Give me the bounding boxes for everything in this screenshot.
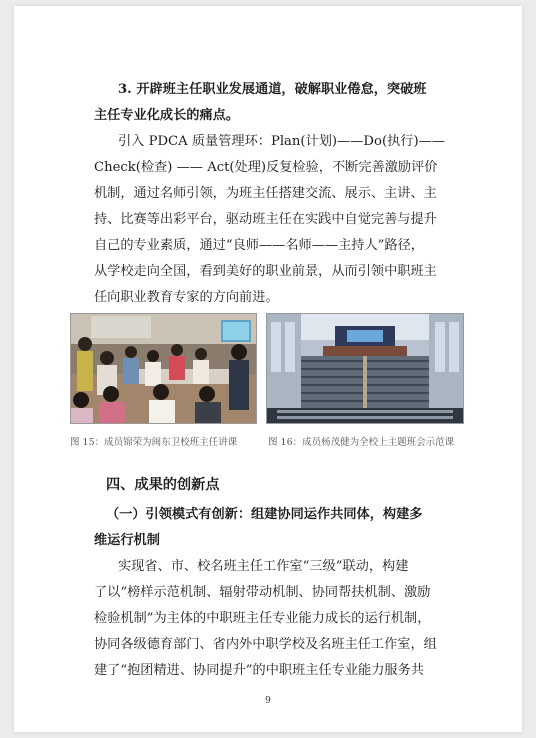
paragraph-line: 实现省、市、校名班主任工作室“三级”联动，构建	[118, 559, 409, 574]
paragraph-line: 机制，通过名师引领，为班主任搭建交流、展示、主讲、主	[94, 186, 437, 201]
subsection-1-heading-line-2: 维运行机制	[94, 533, 160, 548]
heading-3-line-1: 3. 开辟班主任职业发展通道，破解职业倦怠，突破班	[118, 82, 427, 97]
paragraph-line: 建了“抱团精进、协同提升”的中职班主任专业能力服务共	[94, 663, 424, 678]
page-number: 9	[265, 696, 271, 706]
figure-15-caption: 图 15：成员锦荣为闽东卫校班主任讲课	[70, 437, 238, 448]
paragraph-line: 持、比赛等出彩平台，驱动班主任在实践中自觉完善与提升	[94, 212, 437, 227]
document-page	[14, 6, 522, 732]
photo-auditorium-assembly	[266, 313, 464, 424]
heading-3-line-2: 主任专业化成长的痛点。	[94, 108, 240, 123]
paragraph-line: 协同各级德育部门、省内外中职学校及名班主任工作室，组	[94, 637, 437, 652]
photo-classroom-lecture	[70, 313, 257, 424]
paragraph-line: 引入 PDCA 质量管理环：Plan(计划)——Do(执行)——	[118, 134, 445, 149]
paragraph-line: 从学校走向全国，看到美好的职业前景，从而引领中职班主	[94, 264, 437, 279]
figure-16-caption: 图 16：成员杨茂健为全校上主题班会示范课	[268, 437, 455, 448]
paragraph-line: 任向职业教育专家的方向前进。	[94, 290, 279, 305]
section-4-heading: 四、成果的创新点	[106, 477, 220, 493]
paragraph-line: 检验机制”为主体的中职班主任专业能力成长的运行机制，	[94, 611, 431, 626]
paragraph-line: 了以“榜样示范机制、辐射带动机制、协同帮扶机制、激励	[94, 585, 431, 600]
subsection-1-heading-line-1: （一）引领模式有创新：组建协同运作共同体，构建多	[106, 507, 423, 522]
paragraph-line: 自己的专业素质，通过“良师——名师——主持人”路径，	[94, 238, 424, 253]
paragraph-line: Check(检查) —— Act(处理)反复检验，不断完善激励评价	[94, 160, 438, 175]
